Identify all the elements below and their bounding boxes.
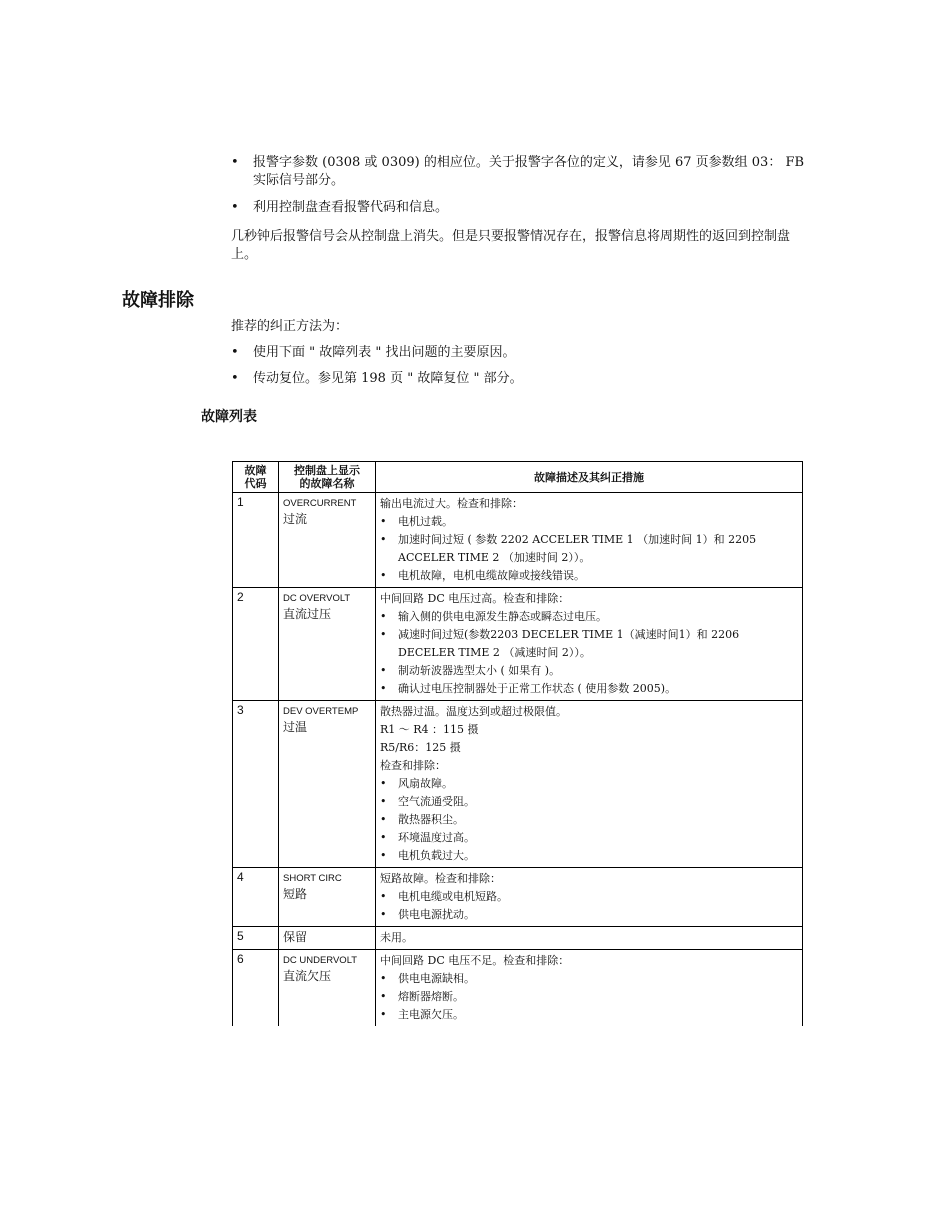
- description-item: [380, 793, 798, 811]
- bullet-icon: •: [380, 849, 387, 862]
- bullet-icon: •: [380, 813, 387, 826]
- bullet-icon: •: [380, 533, 387, 546]
- description-item-text: 减速时间过短(参数2203 DECELER TIME 1（减速时间1）和 2206 DECELER TIME 2 （减速时间 2））。: [398, 628, 740, 659]
- description-item-text: 环境温度过高。: [398, 831, 475, 844]
- bullet-icon: •: [380, 795, 387, 808]
- description-line: R5/R6：125 摄: [380, 741, 461, 754]
- bullet-icon: •: [231, 345, 239, 360]
- description-item: [380, 608, 798, 626]
- fault-code: 4: [233, 868, 279, 927]
- bullet-icon: •: [380, 664, 387, 677]
- description-item: [380, 567, 798, 585]
- fault-table: [232, 461, 803, 1026]
- bullet-icon: •: [380, 628, 387, 641]
- description-item-text: 电机负载过大。: [398, 849, 475, 862]
- table-row: [233, 868, 803, 927]
- header-fault-description: [376, 462, 803, 493]
- description-line: R1 ～ R4 ：115 摄: [380, 723, 479, 736]
- description-item: [380, 531, 798, 567]
- fault-name-zh: 过温: [283, 720, 308, 734]
- header-line: 控制盘上显示: [294, 464, 360, 477]
- fault-name-en: DC UNDERVOLT: [283, 955, 358, 966]
- fault-name-en: DEV OVERTEMP: [283, 706, 359, 717]
- description-line: 短路故障。检查和排除：: [380, 872, 501, 885]
- description-item-text: 加速时间过短 ( 参数 2202 ACCELER TIME 1 （加速时间 1）和 2205 ACCELER TIME 2 （加速时间 2））。: [398, 533, 757, 564]
- table-row: [233, 588, 803, 701]
- fault-name-cell: [279, 588, 376, 701]
- header-line: 故障: [244, 464, 267, 477]
- fault-description: [376, 588, 803, 701]
- fault-name-en: OVERCURRENT: [283, 498, 357, 509]
- intro-bullet-text: 利用控制盘查看报警代码和信息。: [253, 200, 449, 215]
- description-item-text: 确认过电压控制器处于正常工作状态 ( 使用参数 2005)。: [398, 682, 677, 695]
- intro-paragraph: 几秒钟后报警信号会从控制盘上消失。但是只要报警情况存在，报警信息将周期性的返回到控制盘上。: [231, 229, 791, 262]
- fault-name-en: DC OVERVOLT: [283, 593, 351, 604]
- description-item-text: 主电源欠压。: [398, 1008, 464, 1021]
- section-bullet-text: 传动复位。参见第 198 页 " 故障复位 " 部分。: [253, 371, 523, 386]
- bullet-icon: •: [380, 1008, 387, 1021]
- description-line: 散热器过温。温度达到或超过极限值。: [380, 705, 567, 718]
- fault-table-body: [233, 493, 803, 1027]
- fault-code: 1: [233, 493, 279, 588]
- section-heading: 故障排除: [122, 290, 194, 311]
- description-item-text: 制动斩波器选型太小 ( 如果有 )。: [398, 664, 561, 677]
- description-item-text: 供电电源扰动。: [398, 908, 475, 921]
- fault-name-zh: 短路: [283, 887, 308, 901]
- description-item: [380, 811, 798, 829]
- bullet-icon: •: [380, 569, 387, 582]
- table-row: [233, 927, 803, 950]
- description-line: 中间回路 DC 电压过高。检查和排除：: [380, 592, 570, 605]
- intro-bullet-text: 报警字参数 (0308 或 0309) 的相应位。关于报警字各位的定义，请参见 67 页参数组 03： FB 实际信号部分。: [253, 155, 805, 188]
- description-item: [380, 829, 798, 847]
- header-line: 故障描述及其纠正措施: [534, 470, 644, 484]
- table-row: [233, 950, 803, 1027]
- header-line: 代码: [244, 477, 267, 490]
- bullet-icon: •: [380, 610, 387, 623]
- bullet-icon: •: [231, 371, 239, 386]
- table-row: [233, 493, 803, 588]
- fault-table-header-row: [233, 462, 803, 493]
- description-item-text: 电机过载。: [398, 515, 453, 528]
- subsection-heading: 故障列表: [201, 409, 257, 425]
- bullet-icon: •: [380, 972, 387, 985]
- fault-code: 6: [233, 950, 279, 1027]
- description-line: 输出电流过大。检查和排除：: [380, 497, 523, 510]
- fault-name-cell: [279, 701, 376, 868]
- bullet-icon: •: [231, 200, 239, 215]
- fault-code: 3: [233, 701, 279, 868]
- fault-name-en: SHORT CIRC: [283, 873, 342, 884]
- fault-name-zh: 过流: [283, 512, 308, 526]
- fault-name-cell: [279, 493, 376, 588]
- description-item: [380, 775, 798, 793]
- fault-name-cell: [279, 927, 376, 950]
- description-line: 检查和排除：: [380, 759, 446, 772]
- description-item-text: 供电电源缺相。: [398, 972, 475, 985]
- fault-name-cell: [279, 950, 376, 1027]
- bullet-icon: •: [231, 155, 239, 170]
- description-item: [380, 970, 798, 988]
- section-lead: 推荐的纠正方法为：: [231, 319, 349, 334]
- fault-code: 5: [233, 927, 279, 950]
- fault-description: [376, 493, 803, 588]
- description-item: [380, 988, 798, 1006]
- description-line: 未用。: [380, 931, 413, 944]
- description-item-text: 熔断器熔断。: [398, 990, 464, 1003]
- description-item: [380, 888, 798, 906]
- header-line: 的故障名称: [299, 477, 355, 490]
- description-item-text: 风扇故障。: [398, 777, 453, 790]
- description-item-text: 散热器积尘。: [398, 813, 464, 826]
- description-item: [380, 680, 798, 698]
- description-item-text: 输入侧的供电电源发生静态或瞬态过电压。: [398, 610, 607, 623]
- header-fault-name: [279, 462, 376, 493]
- description-item: [380, 1006, 798, 1024]
- bullet-icon: •: [380, 908, 387, 921]
- description-item: [380, 513, 798, 531]
- fault-name-zh: 保留: [283, 930, 308, 944]
- bullet-icon: •: [380, 777, 387, 790]
- description-item-text: 空气流通受阻。: [398, 795, 475, 808]
- fault-description: [376, 927, 803, 950]
- fault-name-zh: 直流过压: [283, 607, 332, 621]
- description-item: [380, 847, 798, 865]
- fault-name-zh: 直流欠压: [283, 969, 332, 983]
- bullet-icon: •: [380, 990, 387, 1003]
- fault-code: 2: [233, 588, 279, 701]
- fault-name-cell: [279, 868, 376, 927]
- bullet-icon: •: [380, 831, 387, 844]
- bullet-icon: •: [380, 682, 387, 695]
- description-item-text: 电机故障，电机电缆故障或接线错误。: [398, 569, 585, 582]
- description-item: [380, 626, 798, 662]
- section-bullet-text: 使用下面 " 故障列表 " 找出问题的主要原因。: [253, 345, 516, 360]
- header-fault-code: [233, 462, 279, 493]
- fault-description: [376, 701, 803, 868]
- fault-description: [376, 950, 803, 1027]
- description-item: [380, 662, 798, 680]
- description-item: [380, 906, 798, 924]
- fault-description: [376, 868, 803, 927]
- description-line: 中间回路 DC 电压不足。检查和排除：: [380, 954, 570, 967]
- bullet-icon: •: [380, 890, 387, 903]
- bullet-icon: •: [380, 515, 387, 528]
- table-row: [233, 701, 803, 868]
- description-item-text: 电机电缆或电机短路。: [398, 890, 508, 903]
